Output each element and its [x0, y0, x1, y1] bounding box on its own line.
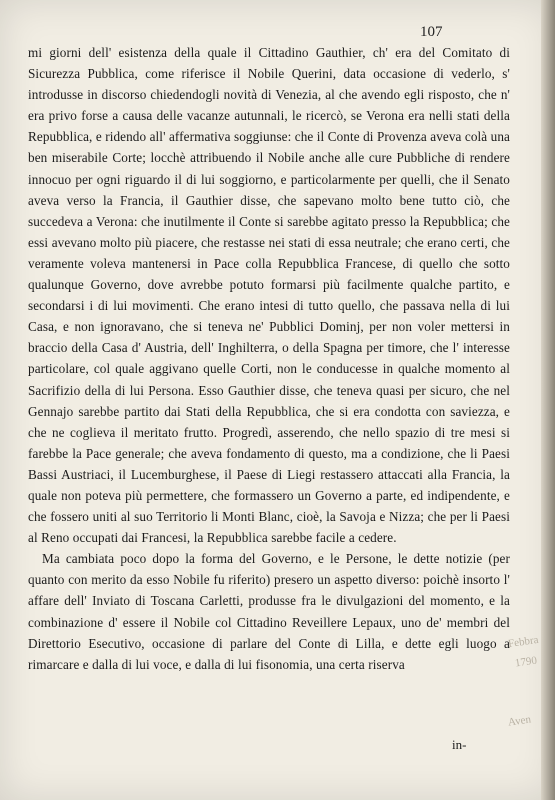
- paragraph: mi giorni dell' esistenza della quale il Cittadino Gauthier, ch' era del Comitato di Sicurezza Pubblica, come riferisce il Nobile Querini, data occasione di vederlo, s' introdusse in discorso chiedendogli novità di Venezia, al che avendo egli risposto, che n' era privo forse a causa delle vacanze autunnali, le ricercò, se Verona era nelli stati della Repubblica, e ridendo all' affermativa soggiunse: che il Conte di Provenza aveva colà una ben miserabile Corte; locchè attribuendo il Nobile anche alle cure Pubbliche di rendere innocuo per ogni riguardo il di lui soggiorno, e particolarmente per quelli, che il Senato aveva verso la Francia, il Gauthier disse, che sapevano molto bene tutto ciò, che succedeva a Verona: che inutilmente il Conte si sarebbe agitato presso la Repubblica; che essi avevano molto più piacere, che restasse nei stati di essa neutrale; che erano certi, che veramente voleva mantenersi in Pace colla Repubblica Francese, di quello che sotto qualunque Governo, dove avrebbe potuto formarsi più facilmente qualche partito, e secondarsi i di lui movimenti. Che erano intesi di tutto quello, che passava nella di lui Casa, e non ignoravano, che si teneva ne' Pubblici Dominj, per non voler mettersi in braccio della Casa d' Austria, dell' Inghilterra, o della Spagna per timore, che l' interesse particolare, col quale aggivano quelle Corti, non le conducesse in qualche momento al Sacrifizio della di lui Persona. Esso Gauthier disse, che teneva quasi per sicuro, che nel Gennajo sarebbe partito dai Stati della Repubblica, che si era condotta con saviezza, e che ne coglieva il meritato frutto. Progredì, asserendo, che nello spazio di tre mesi si farebbe la Pace generale; che aveva fondamento di questo, ma a condizione, che li Paesi Bassi Austriaci, il Lucemburghese, il Paese di Liegi restassero attaccati alla Francia, la quale non poteva più permettere, che formassero un Governo a parte, ed indipendente, e che fossero uniti al suo Territorio li Monti Blanc, cioè, la Savoja e Nizza; che per li Paesi al Reno occupati dai Francesi, la Repubblica sarebbe facile a cedere.: [28, 45, 510, 546]
- margin-bleed-note: 1790: [514, 654, 538, 670]
- catchword: in-: [452, 737, 467, 752]
- margin-bleed-note: Febbra: [507, 633, 540, 651]
- paragraph: Ma cambiata poco dopo la forma del Governo, e le Persone, le dette notizie (per quanto con merito da esso Nobile fu riferito) presero un aspetto diverso: poichè insorto l' affare dell' Inviato di Toscana Carletti, produsse fra le divulgazioni del momento, e la combinazione d' essere il Nobile col Cittadino Reveillere Lepaux, uno de' membri del Direttorio Esecutivo, occasione di parlare del Conte di Lilla, e dette egli luogo a rimarcare e dalla di lui voce, e dalla di lui fisonomia, una certa riserva: [28, 551, 510, 672]
- body-text: [28, 42, 510, 675]
- page-spine-shadow: [541, 0, 555, 800]
- margin-bleed-note: Aven: [507, 713, 532, 729]
- page-number: 107: [420, 24, 443, 40]
